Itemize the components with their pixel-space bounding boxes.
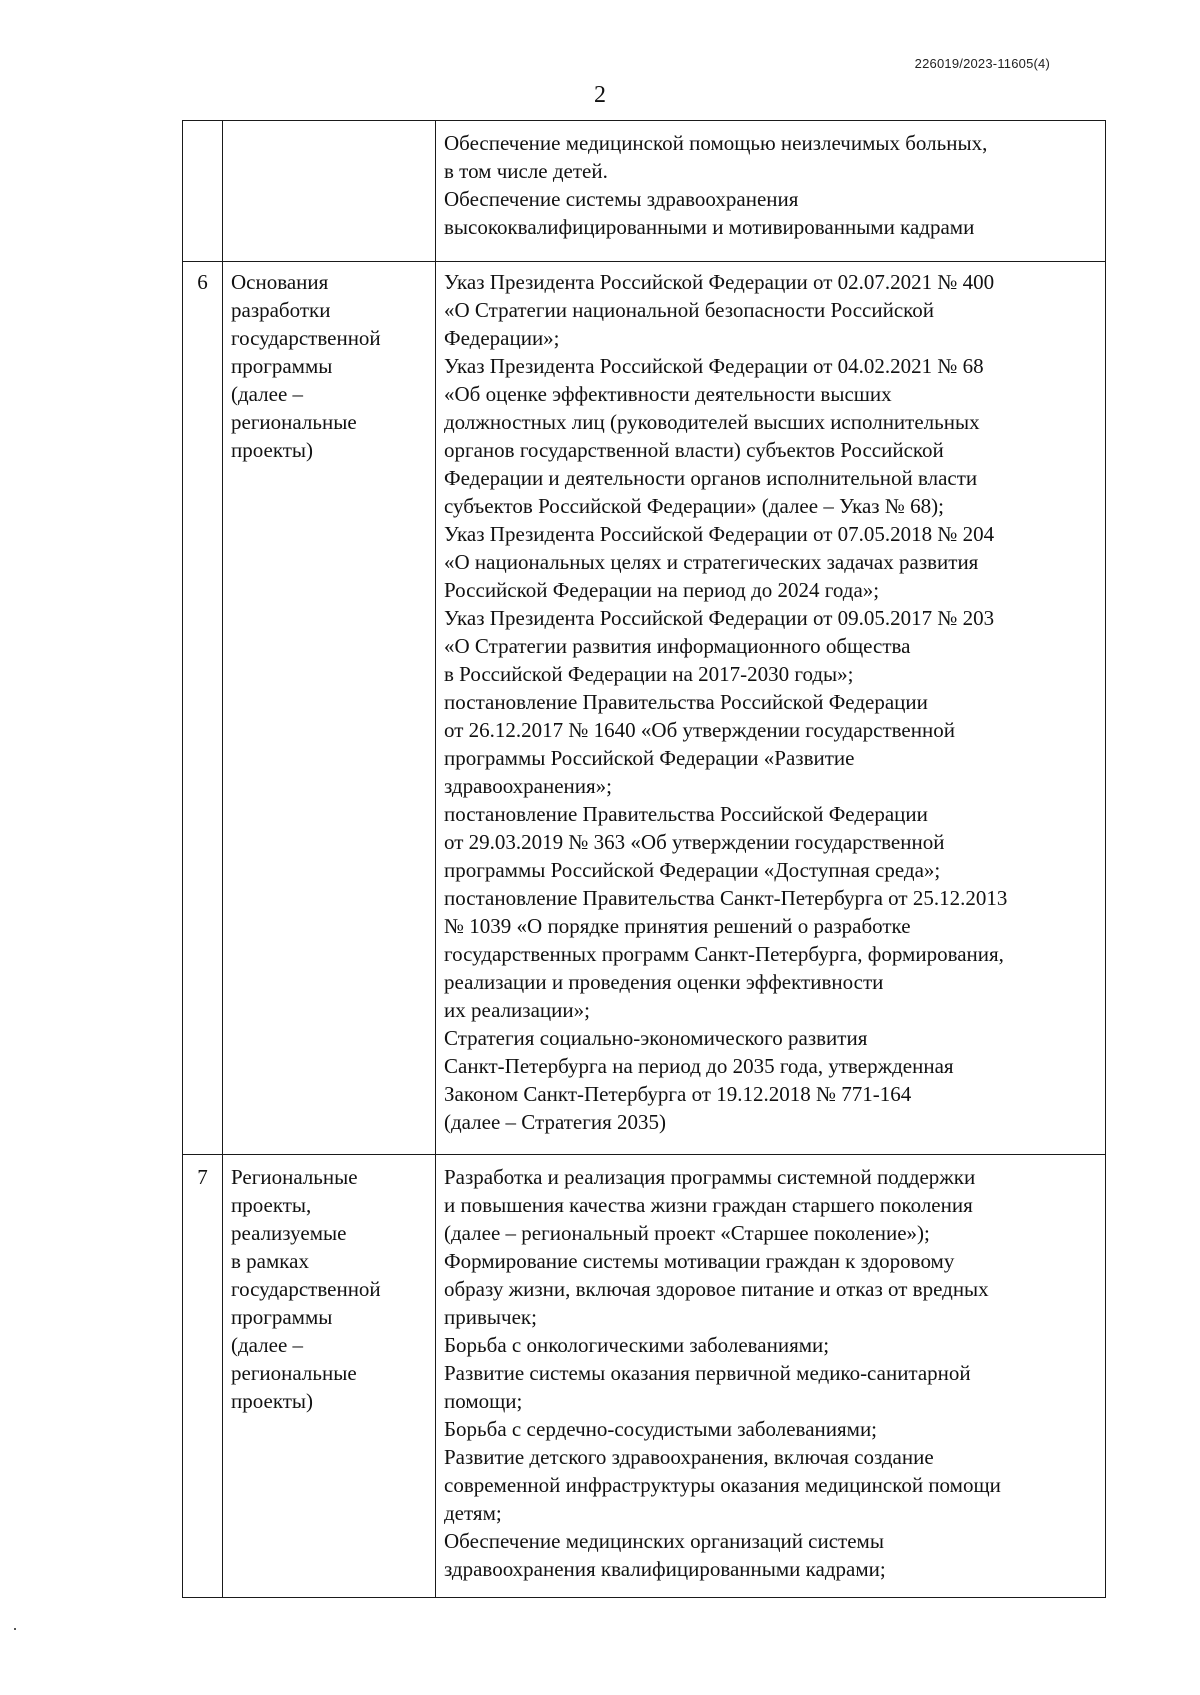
content-line: (далее – Стратегия 2035) [444,1110,666,1134]
content-line: реализации и проведения оценки эффективности [444,970,884,994]
content-line: Указ Президента Российской Федерации от 07.05.2018 № 204 [444,522,995,546]
row-label-cell [223,1155,436,1598]
content-line: современной инфраструктуры оказания медицинской помощи [444,1473,1001,1497]
row-number-cell: 6 [183,262,223,1155]
content-line: Обеспечение медицинских организаций системы [444,1529,884,1553]
table-row [183,262,1106,1155]
page-number: 2 [594,82,606,108]
content-line: Обеспечение системы здравоохранения [444,187,799,211]
row-label-cell [223,262,436,1155]
content-line: Указ Президента Российской Федерации от 02.07.2021 № 400 [444,270,995,294]
label-line: Основания [231,270,329,294]
passport-table [182,120,1106,1598]
content-line: Формирование системы мотивации граждан к здоровому [444,1249,955,1273]
content-line: должностных лиц (руководителей высших исполнительных [444,410,980,434]
content-line: постановление Правительства Российской Федерации [444,690,928,714]
content-line: «О национальных целях и стратегических задачах развития [444,550,979,574]
label-line: программы [231,354,333,378]
label-line: реализуемые [231,1221,347,1245]
content-line: здравоохранения»; [444,774,613,798]
content-line: программы Российской Федерации «Доступная среда»; [444,858,941,882]
content-line: Указ Президента Российской Федерации от 09.05.2017 № 203 [444,606,995,630]
row-label-cell [223,121,436,262]
content-line: в том числе детей. [444,159,608,183]
content-line: Федерации»; [444,326,560,350]
row-number-cell: 7 [183,1155,223,1598]
label-line: региональные [231,1361,357,1385]
content-line: субъектов Российской Федерации» (далее – Указ № 68); [444,494,944,518]
label-line: проекты) [231,438,314,462]
content-line: «Об оценке эффективности деятельности высших [444,382,892,406]
content-line: привычек; [444,1305,537,1329]
scan-speck [14,1628,16,1630]
label-line: проекты) [231,1389,314,1413]
content-line: Развитие системы оказания первичной медико-санитарной [444,1361,971,1385]
content-line: помощи; [444,1389,523,1413]
label-line: региональные [231,410,357,434]
content-line: государственных программ Санкт-Петербурга, формирования, [444,942,1004,966]
content-line: в Российской Федерации на 2017-2030 годы»; [444,662,854,686]
content-line: Федерации и деятельности органов исполнительной власти [444,466,978,490]
content-line: образу жизни, включая здоровое питание и отказ от вредных [444,1277,989,1301]
content-line: Борьба с онкологическими заболеваниями; [444,1333,830,1357]
row-content-cell [436,262,1106,1155]
table-row [183,1155,1106,1598]
content-line: «О Стратегии развития информационного общества [444,634,911,658]
content-line: Развитие детского здравоохранения, включая создание [444,1445,934,1469]
content-line: от 26.12.2017 № 1640 «Об утверждении государственной [444,718,955,742]
label-line: в рамках [231,1249,309,1273]
content-line: (далее – региональный проект «Старшее поколение»); [444,1221,930,1245]
content-line: органов государственной власти) субъектов Российской [444,438,944,462]
content-line: высококвалифицированными и мотивированными кадрами [444,215,975,239]
content-line: Российской Федерации на период до 2024 года»; [444,578,880,602]
content-line: № 1039 «О порядке принятия решений о разработке [444,914,911,938]
content-line: от 29.03.2019 № 363 «Об утверждении государственной [444,830,945,854]
content-line: «О Стратегии национальной безопасности Российской [444,298,935,322]
label-line: Региональные [231,1165,358,1189]
label-line: проекты, [231,1193,312,1217]
content-line: Разработка и реализация программы системной поддержки [444,1165,976,1189]
label-line: государственной [231,1277,381,1301]
content-line: детям; [444,1501,502,1525]
content-line: постановление Правительства Санкт-Петербурга от 25.12.2013 [444,886,1008,910]
row-number-cell [183,121,223,262]
content-line: их реализации»; [444,998,590,1022]
label-line: разработки [231,298,331,322]
content-line: Санкт-Петербурга на период до 2035 года, утвержденная [444,1054,954,1078]
content-line: программы Российской Федерации «Развитие [444,746,855,770]
content-line: Обеспечение медицинской помощью неизлечимых больных, [444,131,988,155]
content-line: Законом Санкт-Петербурга от 19.12.2018 № 771-164 [444,1082,912,1106]
label-line: (далее – [231,382,304,406]
row-content-cell [436,121,1106,262]
label-line: (далее – [231,1333,304,1357]
content-line: и повышения качества жизни граждан старшего поколения [444,1193,973,1217]
label-line: государственной [231,326,381,350]
label-line: программы [231,1305,333,1329]
document-registration-number: 226019/2023-11605(4) [914,56,1050,71]
table-row [183,121,1106,262]
content-line: здравоохранения квалифицированными кадрами; [444,1557,886,1581]
row-content-cell [436,1155,1106,1598]
content-line: Указ Президента Российской Федерации от 04.02.2021 № 68 [444,354,984,378]
content-line: Стратегия социально-экономического развития [444,1026,868,1050]
content-line: постановление Правительства Российской Федерации [444,802,928,826]
content-line: Борьба с сердечно-сосудистыми заболеваниями; [444,1417,878,1441]
